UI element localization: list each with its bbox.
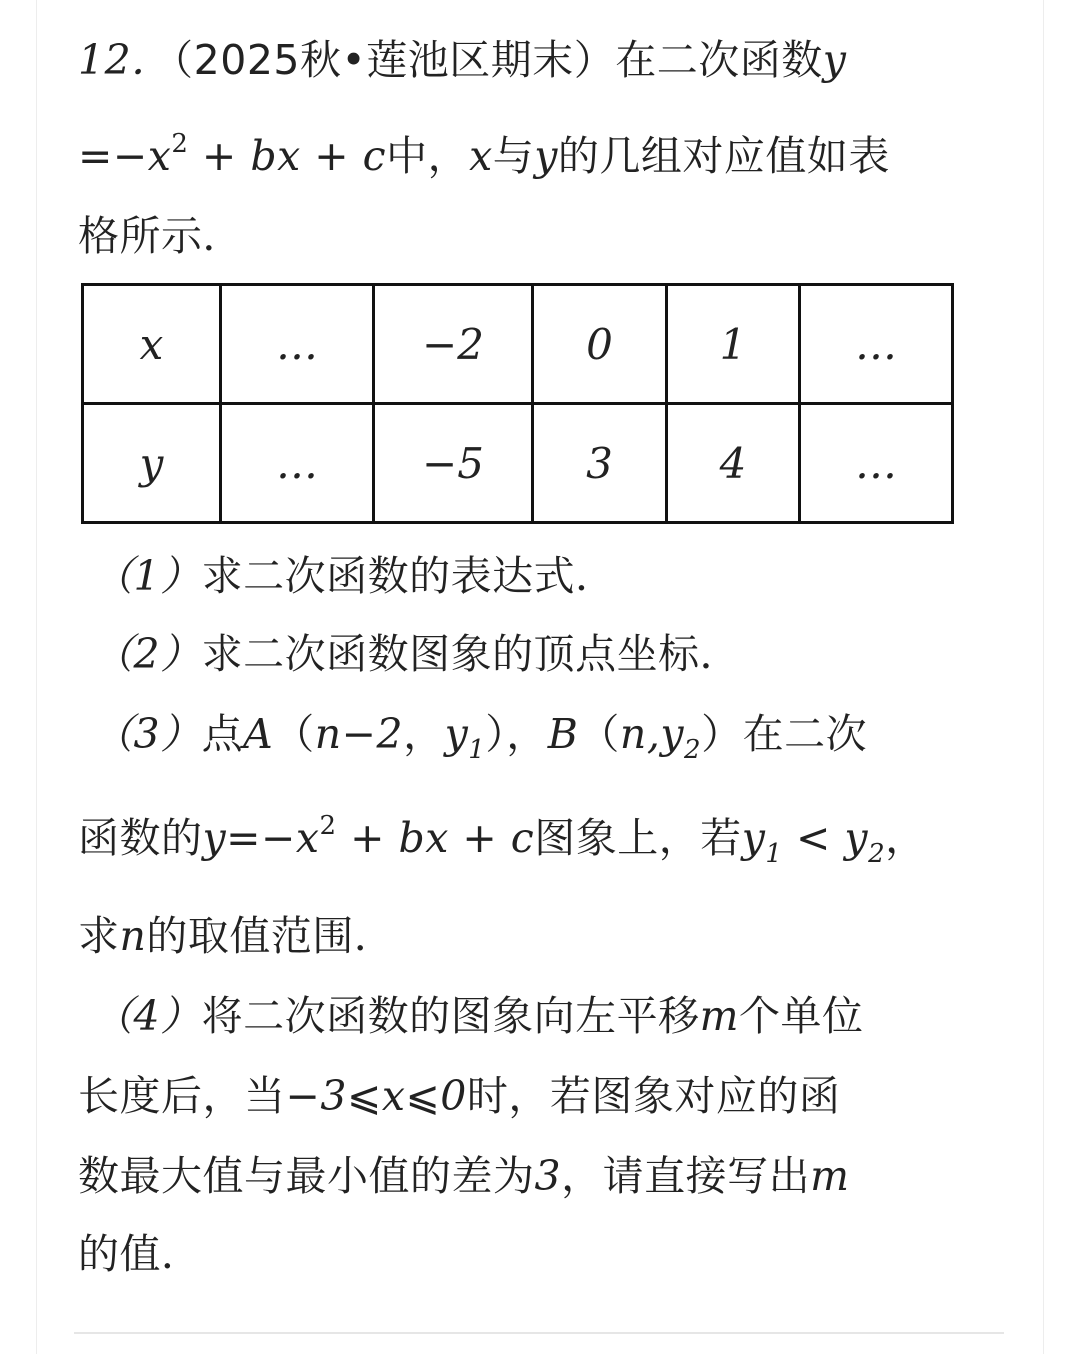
table-row-x: [83, 285, 953, 404]
plus-sign: +: [336, 814, 399, 862]
var-y: y: [844, 814, 869, 862]
intro-text: 在二次函数: [615, 36, 823, 84]
var-y: y: [534, 132, 558, 180]
question-number: （4）: [92, 992, 202, 1040]
intro-text: 与: [492, 132, 535, 180]
number: 3: [320, 1072, 347, 1120]
intro-text: 的几组对应值如表: [557, 132, 890, 180]
subscript: 2: [684, 735, 702, 765]
question-text: 在二次: [742, 710, 868, 758]
question-4-line-3: [78, 1152, 849, 1200]
plus-sign: +: [448, 814, 511, 862]
table-cell: −2: [374, 285, 533, 404]
question-3-line-3: [78, 912, 395, 960]
question-text: ，请直接写出: [561, 1152, 811, 1200]
less-equal: ⩽: [405, 1072, 441, 1120]
table-cell: y: [83, 404, 221, 523]
comma: ,: [646, 710, 661, 758]
plus-sign: +: [188, 132, 251, 180]
var-m: m: [699, 992, 739, 1040]
var-y: y: [660, 710, 685, 758]
question-1: [92, 552, 617, 600]
var-x: x: [147, 132, 172, 180]
table-cell: 3: [533, 404, 667, 523]
intro-text: 中，: [386, 132, 470, 180]
question-3-line-1: [92, 710, 868, 765]
question-4-line-2: [78, 1072, 840, 1120]
value-table: [81, 283, 954, 524]
divider: [74, 1332, 1004, 1334]
question-text: 将二次函数的图象向左平移: [201, 992, 700, 1040]
question-text: 点: [201, 710, 244, 758]
question-2: [92, 630, 741, 678]
question-text: 图象上，若: [534, 814, 742, 862]
var-y: y: [202, 814, 227, 862]
table-cell: x: [83, 285, 221, 404]
problem-intro-line-3: 格所示．: [78, 212, 244, 260]
paren: （: [578, 710, 620, 758]
var-x: x: [381, 1072, 406, 1120]
number: 3: [534, 1152, 562, 1200]
var-x: x: [469, 132, 493, 180]
var-b: b: [398, 814, 426, 862]
point-b: B: [547, 710, 579, 758]
question-text: 长度后，当−: [78, 1072, 321, 1120]
problem-source: （2025秋•莲池区期末）: [172, 36, 616, 84]
table-cell: −5: [374, 404, 533, 523]
question-number: （3）: [92, 710, 202, 758]
var-x: x: [295, 814, 320, 862]
exponent: 2: [319, 811, 337, 841]
table-cell: …: [800, 404, 953, 523]
var-b: b: [250, 132, 278, 180]
comma: ，: [403, 710, 445, 758]
subscript: 2: [868, 839, 886, 869]
var-n: n: [314, 710, 342, 758]
problem-intro-line-2: [78, 129, 890, 180]
table-cell: …: [800, 285, 953, 404]
comma: ，: [885, 814, 927, 862]
table-cell: 4: [667, 404, 800, 523]
var-n: n: [619, 710, 647, 758]
var-c: c: [510, 814, 535, 862]
number: 0: [440, 1072, 467, 1120]
var-m: m: [810, 1152, 850, 1200]
table-cell: …: [221, 285, 374, 404]
var-c: c: [362, 132, 387, 180]
equals-minus: =−: [226, 814, 296, 862]
less-than: <: [782, 814, 845, 862]
problem-number: 12．: [78, 36, 173, 84]
less-equal: ⩽: [346, 1072, 382, 1120]
var-x: x: [277, 132, 301, 180]
subscript: 1: [468, 735, 486, 765]
var-y: y: [822, 36, 847, 84]
table-cell: 1: [667, 285, 800, 404]
exponent: 2: [171, 129, 189, 159]
question-text: 函数的: [78, 814, 203, 862]
paren: ）: [701, 710, 743, 758]
question-text: 时，若图象对应的函: [466, 1072, 841, 1120]
equals-minus: =−: [78, 132, 148, 180]
point-a: A: [243, 710, 274, 758]
math-text: −2: [341, 710, 404, 758]
question-number: （2）: [92, 630, 202, 678]
question-text: 数最大值与最小值的差为: [78, 1152, 535, 1200]
subscript: 1: [765, 839, 783, 869]
paren: （: [273, 710, 315, 758]
question-text: 个单位: [738, 992, 864, 1040]
table-cell: …: [221, 404, 374, 523]
plus-sign: +: [300, 132, 363, 180]
question-4-line-4: 的值．: [78, 1230, 203, 1278]
question-text: 求二次函数的表达式．: [201, 552, 617, 600]
var-x: x: [425, 814, 449, 862]
question-text: 的取值范围．: [146, 912, 396, 960]
var-n: n: [119, 912, 147, 960]
question-text: 求二次函数图象的顶点坐标．: [201, 630, 742, 678]
problem-intro-line-1: [78, 36, 846, 84]
question-4-line-1: [92, 992, 863, 1040]
paren: ），: [485, 710, 548, 758]
table-row-y: [83, 404, 953, 523]
var-y: y: [444, 710, 469, 758]
question-number: （1）: [92, 552, 202, 600]
var-y: y: [741, 814, 766, 862]
question-text: 求: [78, 912, 120, 960]
question-3-line-2: [78, 811, 927, 869]
table-cell: 0: [533, 285, 667, 404]
